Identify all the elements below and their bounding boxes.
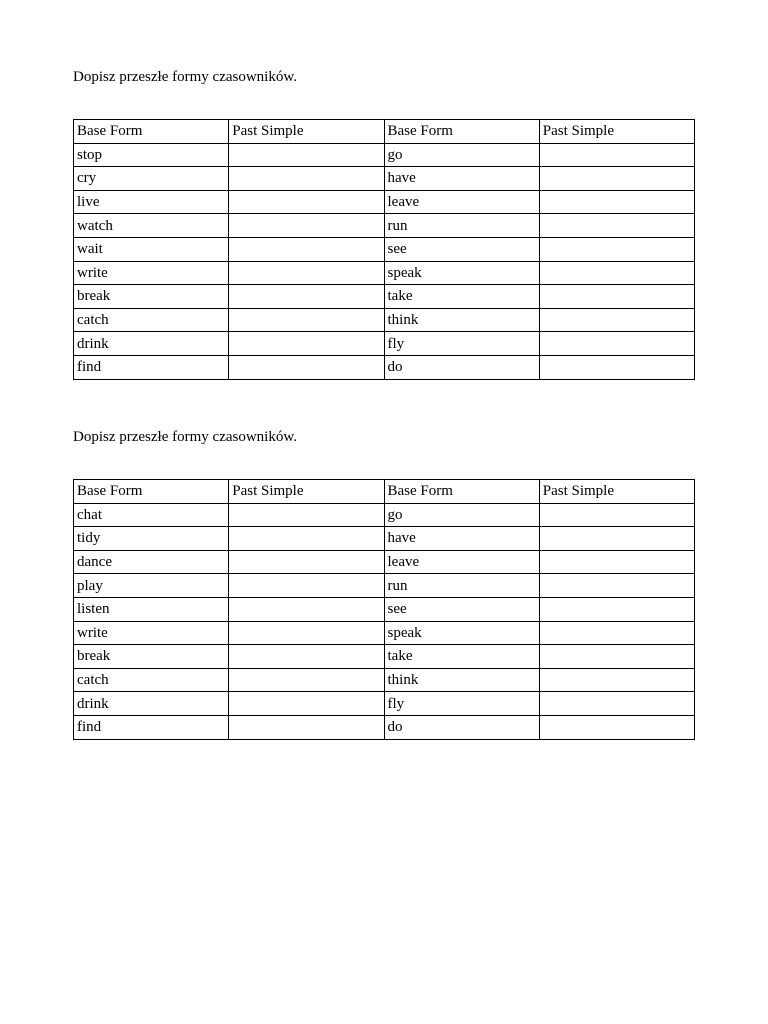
- base-form-cell: take: [384, 645, 539, 669]
- base-form-cell: fly: [384, 332, 539, 356]
- table-header-row: [74, 120, 695, 144]
- exercise-section-2: [73, 427, 695, 736]
- base-form-cell: see: [384, 237, 539, 261]
- table-row: [74, 190, 695, 214]
- past-simple-answer-cell[interactable]: [229, 668, 384, 692]
- header-past-simple-right: Past Simple: [539, 120, 694, 144]
- base-form-cell: chat: [74, 503, 229, 527]
- past-simple-answer-cell[interactable]: [539, 308, 694, 332]
- base-form-cell: wait: [74, 237, 229, 261]
- exercise-instruction: Dopisz przeszłe formy czasowników.: [73, 69, 297, 85]
- past-simple-answer-cell[interactable]: [539, 715, 694, 739]
- base-form-cell: do: [384, 355, 539, 379]
- base-form-cell: speak: [384, 261, 539, 285]
- past-simple-answer-cell[interactable]: [539, 645, 694, 669]
- table-row: [74, 668, 695, 692]
- base-form-cell: play: [74, 574, 229, 598]
- table-row: [74, 237, 695, 261]
- header-base-form-left: Base Form: [74, 120, 229, 144]
- base-form-cell: have: [384, 527, 539, 551]
- table-row: [74, 550, 695, 574]
- past-simple-answer-cell[interactable]: [229, 574, 384, 598]
- past-simple-answer-cell[interactable]: [539, 167, 694, 191]
- past-simple-answer-cell[interactable]: [229, 214, 384, 238]
- past-simple-answer-cell[interactable]: [539, 355, 694, 379]
- past-simple-answer-cell[interactable]: [229, 527, 384, 551]
- past-simple-answer-cell[interactable]: [539, 503, 694, 527]
- base-form-cell: catch: [74, 668, 229, 692]
- past-simple-answer-cell[interactable]: [229, 645, 384, 669]
- past-simple-answer-cell[interactable]: [229, 692, 384, 716]
- base-form-cell: see: [384, 597, 539, 621]
- past-simple-answer-cell[interactable]: [539, 597, 694, 621]
- base-form-cell: leave: [384, 550, 539, 574]
- base-form-cell: listen: [74, 597, 229, 621]
- past-simple-answer-cell[interactable]: [229, 308, 384, 332]
- table-row: [74, 167, 695, 191]
- verb-table: [73, 479, 695, 740]
- verb-table: [73, 119, 695, 380]
- past-simple-answer-cell[interactable]: [229, 550, 384, 574]
- table-row: [74, 308, 695, 332]
- past-simple-answer-cell[interactable]: [539, 143, 694, 167]
- past-simple-answer-cell[interactable]: [539, 261, 694, 285]
- past-simple-answer-cell[interactable]: [539, 668, 694, 692]
- past-simple-answer-cell[interactable]: [229, 503, 384, 527]
- base-form-cell: go: [384, 503, 539, 527]
- header-base-form-left: Base Form: [74, 480, 229, 504]
- past-simple-answer-cell[interactable]: [539, 692, 694, 716]
- past-simple-answer-cell[interactable]: [539, 214, 694, 238]
- table-header-row: [74, 480, 695, 504]
- past-simple-answer-cell[interactable]: [229, 715, 384, 739]
- base-form-cell: run: [384, 214, 539, 238]
- table-row: [74, 214, 695, 238]
- table-row: [74, 355, 695, 379]
- base-form-cell: find: [74, 355, 229, 379]
- table-row: [74, 692, 695, 716]
- base-form-cell: tidy: [74, 527, 229, 551]
- base-form-cell: have: [384, 167, 539, 191]
- past-simple-answer-cell[interactable]: [229, 237, 384, 261]
- base-form-cell: write: [74, 261, 229, 285]
- base-form-cell: drink: [74, 332, 229, 356]
- header-base-form-right: Base Form: [384, 480, 539, 504]
- past-simple-answer-cell[interactable]: [539, 550, 694, 574]
- past-simple-answer-cell[interactable]: [229, 597, 384, 621]
- table-row: [74, 332, 695, 356]
- base-form-cell: dance: [74, 550, 229, 574]
- past-simple-answer-cell[interactable]: [539, 190, 694, 214]
- past-simple-answer-cell[interactable]: [229, 143, 384, 167]
- past-simple-answer-cell[interactable]: [229, 167, 384, 191]
- table-row: [74, 574, 695, 598]
- past-simple-answer-cell[interactable]: [539, 237, 694, 261]
- header-past-simple-left: Past Simple: [229, 480, 384, 504]
- header-past-simple-right: Past Simple: [539, 480, 694, 504]
- base-form-cell: find: [74, 715, 229, 739]
- base-form-cell: think: [384, 668, 539, 692]
- base-form-cell: write: [74, 621, 229, 645]
- base-form-cell: fly: [384, 692, 539, 716]
- past-simple-answer-cell[interactable]: [539, 574, 694, 598]
- table-row: [74, 527, 695, 551]
- past-simple-answer-cell[interactable]: [229, 621, 384, 645]
- past-simple-answer-cell[interactable]: [539, 332, 694, 356]
- past-simple-answer-cell[interactable]: [229, 190, 384, 214]
- table-row: [74, 597, 695, 621]
- past-simple-answer-cell[interactable]: [229, 355, 384, 379]
- table-row: [74, 285, 695, 309]
- base-form-cell: run: [384, 574, 539, 598]
- base-form-cell: break: [74, 285, 229, 309]
- base-form-cell: think: [384, 308, 539, 332]
- base-form-cell: take: [384, 285, 539, 309]
- header-past-simple-left: Past Simple: [229, 120, 384, 144]
- table-row: [74, 143, 695, 167]
- table-row: [74, 261, 695, 285]
- exercise-section-1: [73, 67, 695, 376]
- base-form-cell: cry: [74, 167, 229, 191]
- past-simple-answer-cell[interactable]: [229, 261, 384, 285]
- base-form-cell: go: [384, 143, 539, 167]
- base-form-cell: do: [384, 715, 539, 739]
- past-simple-answer-cell[interactable]: [539, 285, 694, 309]
- base-form-cell: leave: [384, 190, 539, 214]
- base-form-cell: catch: [74, 308, 229, 332]
- table-row: [74, 621, 695, 645]
- base-form-cell: watch: [74, 214, 229, 238]
- table-row: [74, 715, 695, 739]
- past-simple-answer-cell[interactable]: [229, 285, 384, 309]
- table-row: [74, 645, 695, 669]
- table-row: [74, 503, 695, 527]
- base-form-cell: speak: [384, 621, 539, 645]
- base-form-cell: live: [74, 190, 229, 214]
- past-simple-answer-cell[interactable]: [539, 527, 694, 551]
- exercise-instruction: Dopisz przeszłe formy czasowników.: [73, 429, 297, 445]
- past-simple-answer-cell[interactable]: [229, 332, 384, 356]
- header-base-form-right: Base Form: [384, 120, 539, 144]
- base-form-cell: drink: [74, 692, 229, 716]
- base-form-cell: stop: [74, 143, 229, 167]
- past-simple-answer-cell[interactable]: [539, 621, 694, 645]
- base-form-cell: break: [74, 645, 229, 669]
